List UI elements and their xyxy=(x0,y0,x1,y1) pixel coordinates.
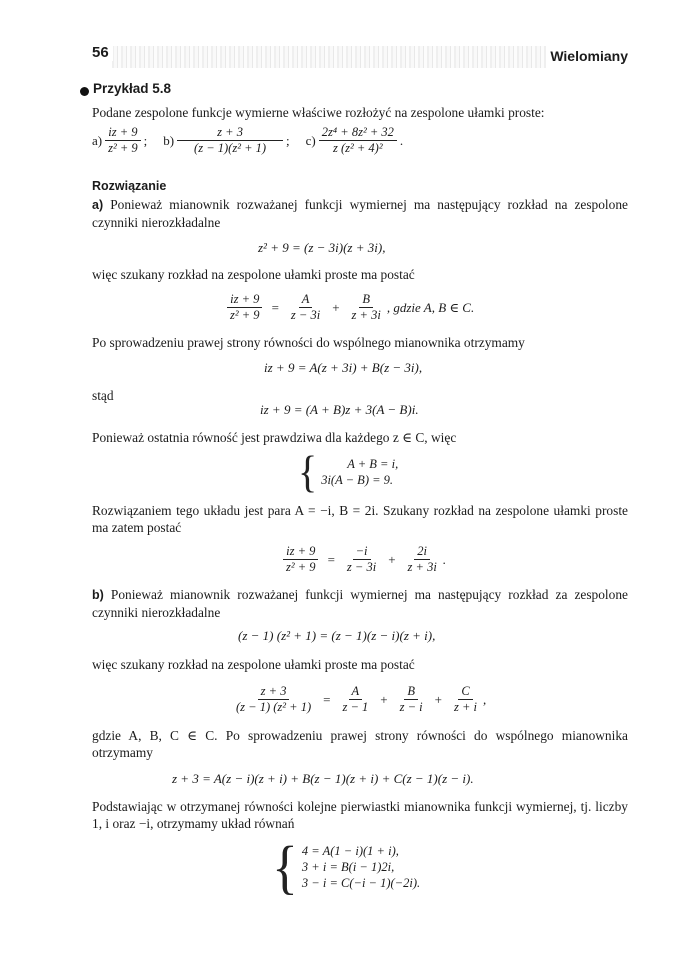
header-band xyxy=(112,46,546,68)
equation-8: z + 3 = A(z − i)(z + i) + B(z − 1)(z + i) + C(z − 1)(z − i). xyxy=(172,771,474,786)
eq5-lhs-num: iz + 9 xyxy=(283,544,318,560)
eq7-lhs-den: (z − 1) (z² + 1) xyxy=(236,700,312,714)
eq7-lhs-num: z + 3 xyxy=(258,684,290,700)
eq7-tail: , xyxy=(483,691,487,707)
eq2-lhs-den: z² + 9 xyxy=(230,308,260,322)
equation-2 xyxy=(224,292,474,323)
eq7-a-den: z − 1 xyxy=(342,700,369,714)
eq2-a-num: A xyxy=(299,292,313,308)
system-2-row-3: 3 − i = C(−i − 1)(−2i). xyxy=(301,876,421,890)
eq5-a-num: −i xyxy=(353,544,371,560)
running-header xyxy=(92,42,628,72)
item-c-fraction xyxy=(319,125,397,156)
item-a-num: iz + 9 xyxy=(105,125,140,141)
eq5-plus: + xyxy=(388,551,396,567)
eq5-lhs xyxy=(283,544,319,575)
eq2-tail: , gdzie A, B ∈ C. xyxy=(386,299,475,315)
example-title: Przykład 5.8 xyxy=(93,81,172,96)
solution-heading: Rozwiązanie xyxy=(92,179,167,193)
part-a-intro xyxy=(92,196,628,231)
part-a-text: Ponieważ mianownik rozważanej funkcji wymiernej ma następujący rozkład na zespolone czynniki nierozkładalne xyxy=(92,197,628,230)
eq7-b xyxy=(397,684,426,715)
paragraph-9: Podstawiając w otrzymanej równości kolejne pierwiastki mianownika funkcji wymiernej, tj. liczby 1, i oraz −i, otrzymamy układ równań xyxy=(92,799,628,831)
eq2-lhs xyxy=(227,292,263,323)
page-number: 56 xyxy=(92,44,113,61)
equation-3: iz + 9 = A(z + 3i) + B(z − 3i), xyxy=(264,360,423,375)
chapter-title: Wielomiany xyxy=(546,48,628,64)
eq2-equals: = xyxy=(271,299,279,315)
paragraph-4: stąd xyxy=(92,388,114,403)
eq7-b-num: B xyxy=(404,684,418,700)
eq5-b xyxy=(405,544,440,575)
task-text: Podane zespolone funkcje wymierne właściwe rozłożyć na zespolone ułamki proste: xyxy=(92,105,545,120)
paragraph-6: Rozwiązaniem tego układu jest para A = −i, B = 2i. Szukany rozkład na zespolone ułamki proste ma zatem postać xyxy=(92,503,628,535)
equation-1: z² + 9 = (z − 3i)(z + 3i), xyxy=(258,240,386,255)
item-a-den: z² + 9 xyxy=(108,141,138,155)
eq7-plus-1: + xyxy=(380,691,388,707)
eq2-b-num: B xyxy=(359,292,373,308)
eq7-lhs xyxy=(233,684,314,715)
item-c-den: z (z² + 4)² xyxy=(332,141,383,155)
task-items xyxy=(92,125,403,156)
eq5-b-den: z + 3i xyxy=(407,560,437,574)
part-b-text: Ponieważ mianownik rozważanej funkcji wymiernej ma następujący rozkład za zespolone czynniki nierozkładalne xyxy=(92,587,628,620)
paragraph-2: więc szukany rozkład na zespolone ułamki proste ma postać xyxy=(92,267,415,282)
system-1-row-2: 3i(A − B) = 9. xyxy=(321,473,394,487)
item-a-label: a) xyxy=(92,132,103,148)
eq2-a-den: z − 3i xyxy=(290,308,321,322)
equation-4: iz + 9 = (A + B)z + 3(A − B)i. xyxy=(260,402,419,417)
item-a-fraction xyxy=(105,125,141,156)
system-2 xyxy=(272,834,421,900)
eq7-c-den: z + i xyxy=(454,700,478,714)
system-1-row-1: A + B = i, xyxy=(347,457,399,471)
item-b-sep: ; xyxy=(285,132,290,148)
item-b-fraction xyxy=(177,125,283,156)
eq7-c xyxy=(451,684,480,715)
eq7-a-num: A xyxy=(349,684,363,700)
item-b-den: (z − 1)(z² + 1) xyxy=(194,141,267,155)
bullet-icon xyxy=(80,87,89,96)
brace-icon: { xyxy=(298,446,318,497)
system-1 xyxy=(298,446,399,497)
brace-icon: { xyxy=(272,834,298,900)
item-a-sep: ; xyxy=(143,132,148,148)
eq5-equals: = xyxy=(327,551,335,567)
system-1-rows xyxy=(321,452,398,492)
eq5-a-den: z − 3i xyxy=(346,560,377,574)
paragraph-5: Ponieważ ostatnia równość jest prawdziwa dla każdego z ∈ C, więc xyxy=(92,430,457,445)
eq7-equals: = xyxy=(323,691,331,707)
eq2-a xyxy=(288,292,323,323)
system-2-rows xyxy=(302,840,420,894)
eq2-b-den: z + 3i xyxy=(351,308,381,322)
part-a-label: a) xyxy=(92,198,104,212)
eq7-c-num: C xyxy=(458,684,472,700)
system-2-row-1: 4 = A(1 − i)(1 + i), xyxy=(301,844,399,858)
eq7-plus-2: + xyxy=(434,691,442,707)
part-b-label: b) xyxy=(92,588,104,602)
eq5-b-num: 2i xyxy=(414,544,430,560)
item-c-label: c) xyxy=(305,132,316,148)
eq2-plus: + xyxy=(332,299,340,315)
system-2-row-2: 3 + i = B(i − 1)2i, xyxy=(301,860,395,874)
part-b-intro xyxy=(92,586,628,621)
equation-5 xyxy=(280,544,446,575)
item-c-num: 2z⁴ + 8z² + 32 xyxy=(319,125,397,141)
eq2-lhs-num: iz + 9 xyxy=(227,292,262,308)
equation-6: (z − 1) (z² + 1) = (z − 1)(z − i)(z + i), xyxy=(238,628,436,643)
eq5-a xyxy=(344,544,379,575)
eq7-a xyxy=(339,684,371,715)
item-c-sep: . xyxy=(399,132,404,148)
paragraph-3: Po sprowadzeniu prawej strony równości do wspólnego mianownika otrzymamy xyxy=(92,335,525,350)
eq5-tail: . xyxy=(442,551,447,567)
eq7-b-den: z − i xyxy=(399,700,423,714)
item-b-num: z + 3 xyxy=(177,125,283,141)
equation-7 xyxy=(230,684,486,715)
item-b-label: b) xyxy=(163,132,175,148)
paragraph-8: gdzie A, B, C ∈ C. Po sprowadzeniu prawej strony równości do wspólnego mianownika otrzymamy xyxy=(92,728,628,760)
eq2-b xyxy=(349,292,384,323)
paragraph-7: więc szukany rozkład na zespolone ułamki proste ma postać xyxy=(92,657,415,672)
eq5-lhs-den: z² + 9 xyxy=(286,560,316,574)
